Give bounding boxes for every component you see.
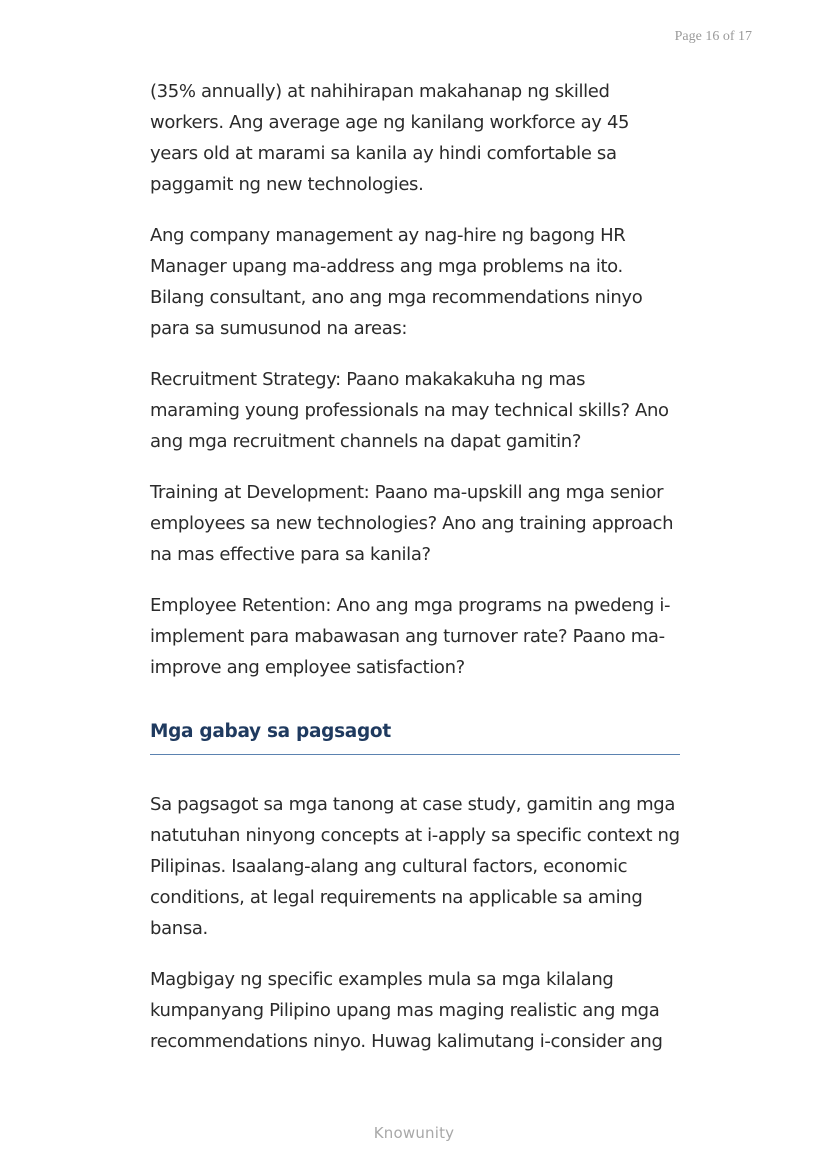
- body-paragraph: Ang company management ay nag-hire ng bagong HR Manager upang ma-address ang mga problems na ito. Bilang consultant, ano ang mga recommendations ninyo para sa sumusunod na areas:: [150, 225, 643, 339]
- training-development-paragraph: Training at Development: Paano ma-upskill ang mga senior employees sa new technologies? Ano ang training approach na mas effective para sa kanila?: [150, 482, 674, 565]
- guidance-paragraph: Magbigay ng specific examples mula sa mga kilalang kumpanyang Pilipino upang mas maging realistic ang mga recommendations ninyo. Huwag kalimutang i-consider ang: [150, 969, 663, 1052]
- document-content: [150, 76, 680, 1077]
- section-heading: Mga gabay sa pagsagot: [150, 718, 680, 755]
- recruitment-strategy-paragraph: Recruitment Strategy: Paano makakakuha ng mas maraming young professionals na may technical skills? Ano ang mga recruitment channels na dapat gamitin?: [150, 369, 669, 452]
- footer-brand: Knowunity: [373, 1124, 455, 1142]
- page-indicator: Page 16 of 17: [674, 29, 752, 44]
- body-paragraph: (35% annually) at nahihirapan makahanap ng skilled workers. Ang average age ng kanilang workforce ay 45 years old at marami sa kanila ay hindi comfortable sa paggamit ng new technologies.: [150, 81, 630, 195]
- guidance-paragraph: Sa pagsagot sa mga tanong at case study, gamitin ang mga natutuhan ninyong concepts at i-apply sa specific context ng Pilipinas. Isaalang-alang ang cultural factors, economic conditions, at legal requirements na applicable sa aming bansa.: [150, 794, 680, 939]
- section-body: [150, 789, 680, 1057]
- employee-retention-paragraph: Employee Retention: Ano ang mga programs na pwedeng i-implement para mabawasan ang turnover rate? Paano ma-improve ang employee satisfaction?: [150, 595, 671, 678]
